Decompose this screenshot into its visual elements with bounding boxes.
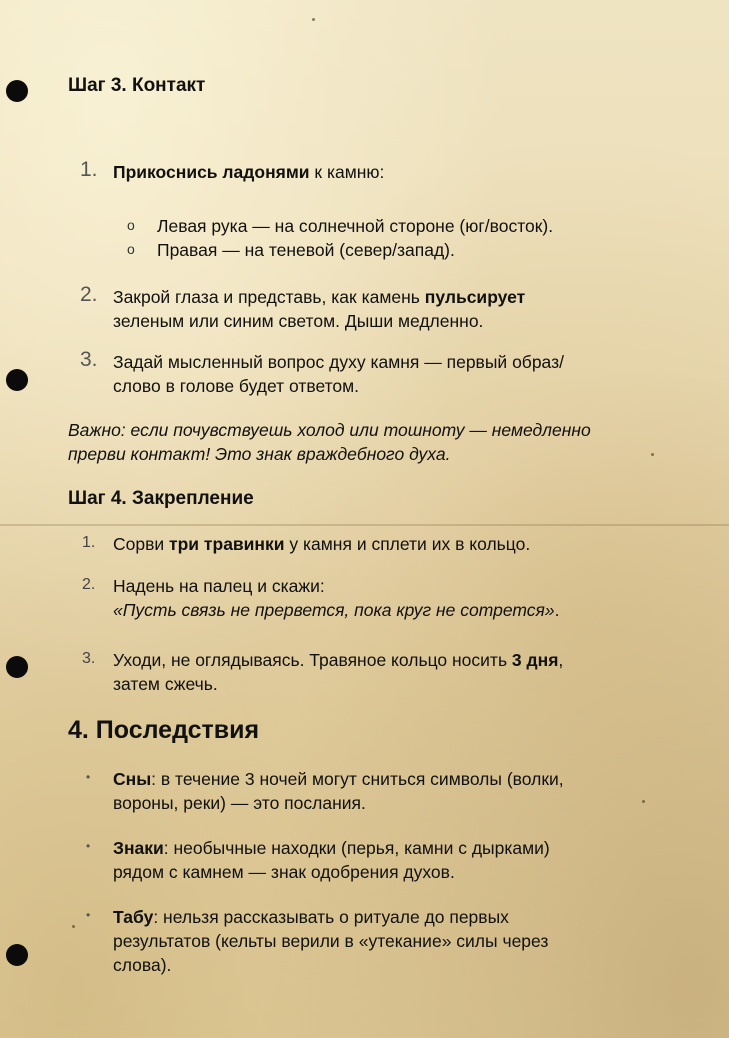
step4-item3-text: [113, 648, 563, 696]
consequence-taboo-line2: результатов (кельты верили в «утекание» силы через: [113, 931, 549, 951]
step4-item1-text: [113, 532, 530, 556]
step3-warning-line2: прерви контакт! Это знак враждебного духа.: [68, 444, 451, 464]
punch-hole: [6, 656, 28, 678]
bullet-dot: •: [86, 770, 91, 784]
consequence-dreams-title: Сны: [113, 769, 152, 789]
step4-item2-tail: .: [554, 600, 560, 620]
punch-hole: [6, 944, 28, 966]
consequences-heading: 4. Последствия: [68, 716, 260, 744]
step4-item2-number: 2.: [82, 576, 96, 593]
step4-item1-bold: три травинки: [169, 534, 285, 554]
step4-item1-rest: у камня и сплети их в кольцо.: [284, 534, 531, 554]
step3-item1-bold: Прикоснись ладонями: [113, 162, 310, 182]
paper-speck: [312, 18, 315, 21]
step4-item3-line2: затем сжечь.: [113, 674, 218, 694]
paper-speck: [651, 453, 654, 456]
step3-sub1-marker: o: [127, 217, 135, 233]
step3-item1-number: 1.: [80, 158, 98, 181]
step3-sub1-text: Левая рука — на солнечной стороне (юг/восток).: [157, 216, 554, 236]
step4-item2-line1: Надень на палец и скажи:: [113, 576, 325, 596]
step3-item2-number: 2.: [80, 283, 98, 306]
bullet-dot: •: [86, 908, 91, 922]
step3-sub2-marker: o: [127, 241, 135, 257]
consequence-item-signs: [113, 836, 550, 884]
step4-item3-rest: ,: [558, 650, 564, 670]
step4-item3-bold: 3 дня: [511, 650, 559, 670]
paper-speck: [642, 800, 645, 803]
step3-item2-pre: Закрой глаза и представь, как камень: [113, 287, 425, 307]
step3-sub2-text: Правая — на теневой (север/запад).: [157, 240, 455, 260]
step3-item3-line1: Задай мысленный вопрос духу камня — первый образ/: [113, 352, 564, 372]
step3-item2-text: [113, 285, 525, 333]
step3-warning-line1: Важно: если почувствуешь холод или тошноту — немедленно: [68, 420, 591, 440]
consequence-dreams-line1: : в течение 3 ночей могут сниться символы (волки,: [151, 769, 564, 789]
step3-item3-number: 3.: [80, 348, 98, 371]
step4-item2-text: [113, 574, 559, 622]
consequence-signs-line1: : необычные находки (перья, камни с дырками): [163, 838, 550, 858]
step4-item3-pre: Уходи, не оглядываясь. Травяное кольцо носить: [113, 650, 512, 670]
step3-item3-text: [113, 350, 564, 398]
step3-item3-line2: слово в голове будет ответом.: [113, 376, 360, 396]
step4-heading: Шаг 4. Закрепление: [68, 488, 254, 509]
consequence-taboo-line1: : нельзя рассказывать о ритуале до первых: [153, 907, 509, 927]
consequence-taboo-title: Табу: [113, 907, 154, 927]
consequence-taboo-line3: слова).: [113, 955, 172, 975]
step4-item1-pre: Сорви: [113, 534, 170, 554]
punch-hole: [6, 80, 28, 102]
step3-item1-rest: к камню:: [309, 162, 385, 182]
step4-item1-number: 1.: [82, 534, 96, 551]
consequence-signs-title: Знаки: [113, 838, 164, 858]
bullet-dot: •: [86, 839, 91, 853]
step4-item2-quote: «Пусть связь не прервется, пока круг не сотрется»: [113, 600, 555, 620]
consequence-item-taboo: [113, 905, 548, 977]
paper-speck: [72, 925, 75, 928]
consequence-dreams-line2: вороны, реки) — это послания.: [113, 793, 366, 813]
consequence-item-dreams: [113, 767, 564, 815]
consequence-signs-line2: рядом с камнем — знак одобрения духов.: [113, 862, 455, 882]
punch-hole: [6, 369, 28, 391]
step3-item1-text: [113, 160, 384, 184]
step3-heading: Шаг 3. Контакт: [68, 75, 206, 96]
step4-item3-number: 3.: [82, 650, 96, 667]
step3-item2-bold: пульсирует: [424, 287, 526, 307]
paper-crease: [0, 524, 729, 526]
step3-warning: [68, 418, 591, 466]
step3-item2-line2: зеленым или синим светом. Дыши медленно.: [113, 311, 484, 331]
